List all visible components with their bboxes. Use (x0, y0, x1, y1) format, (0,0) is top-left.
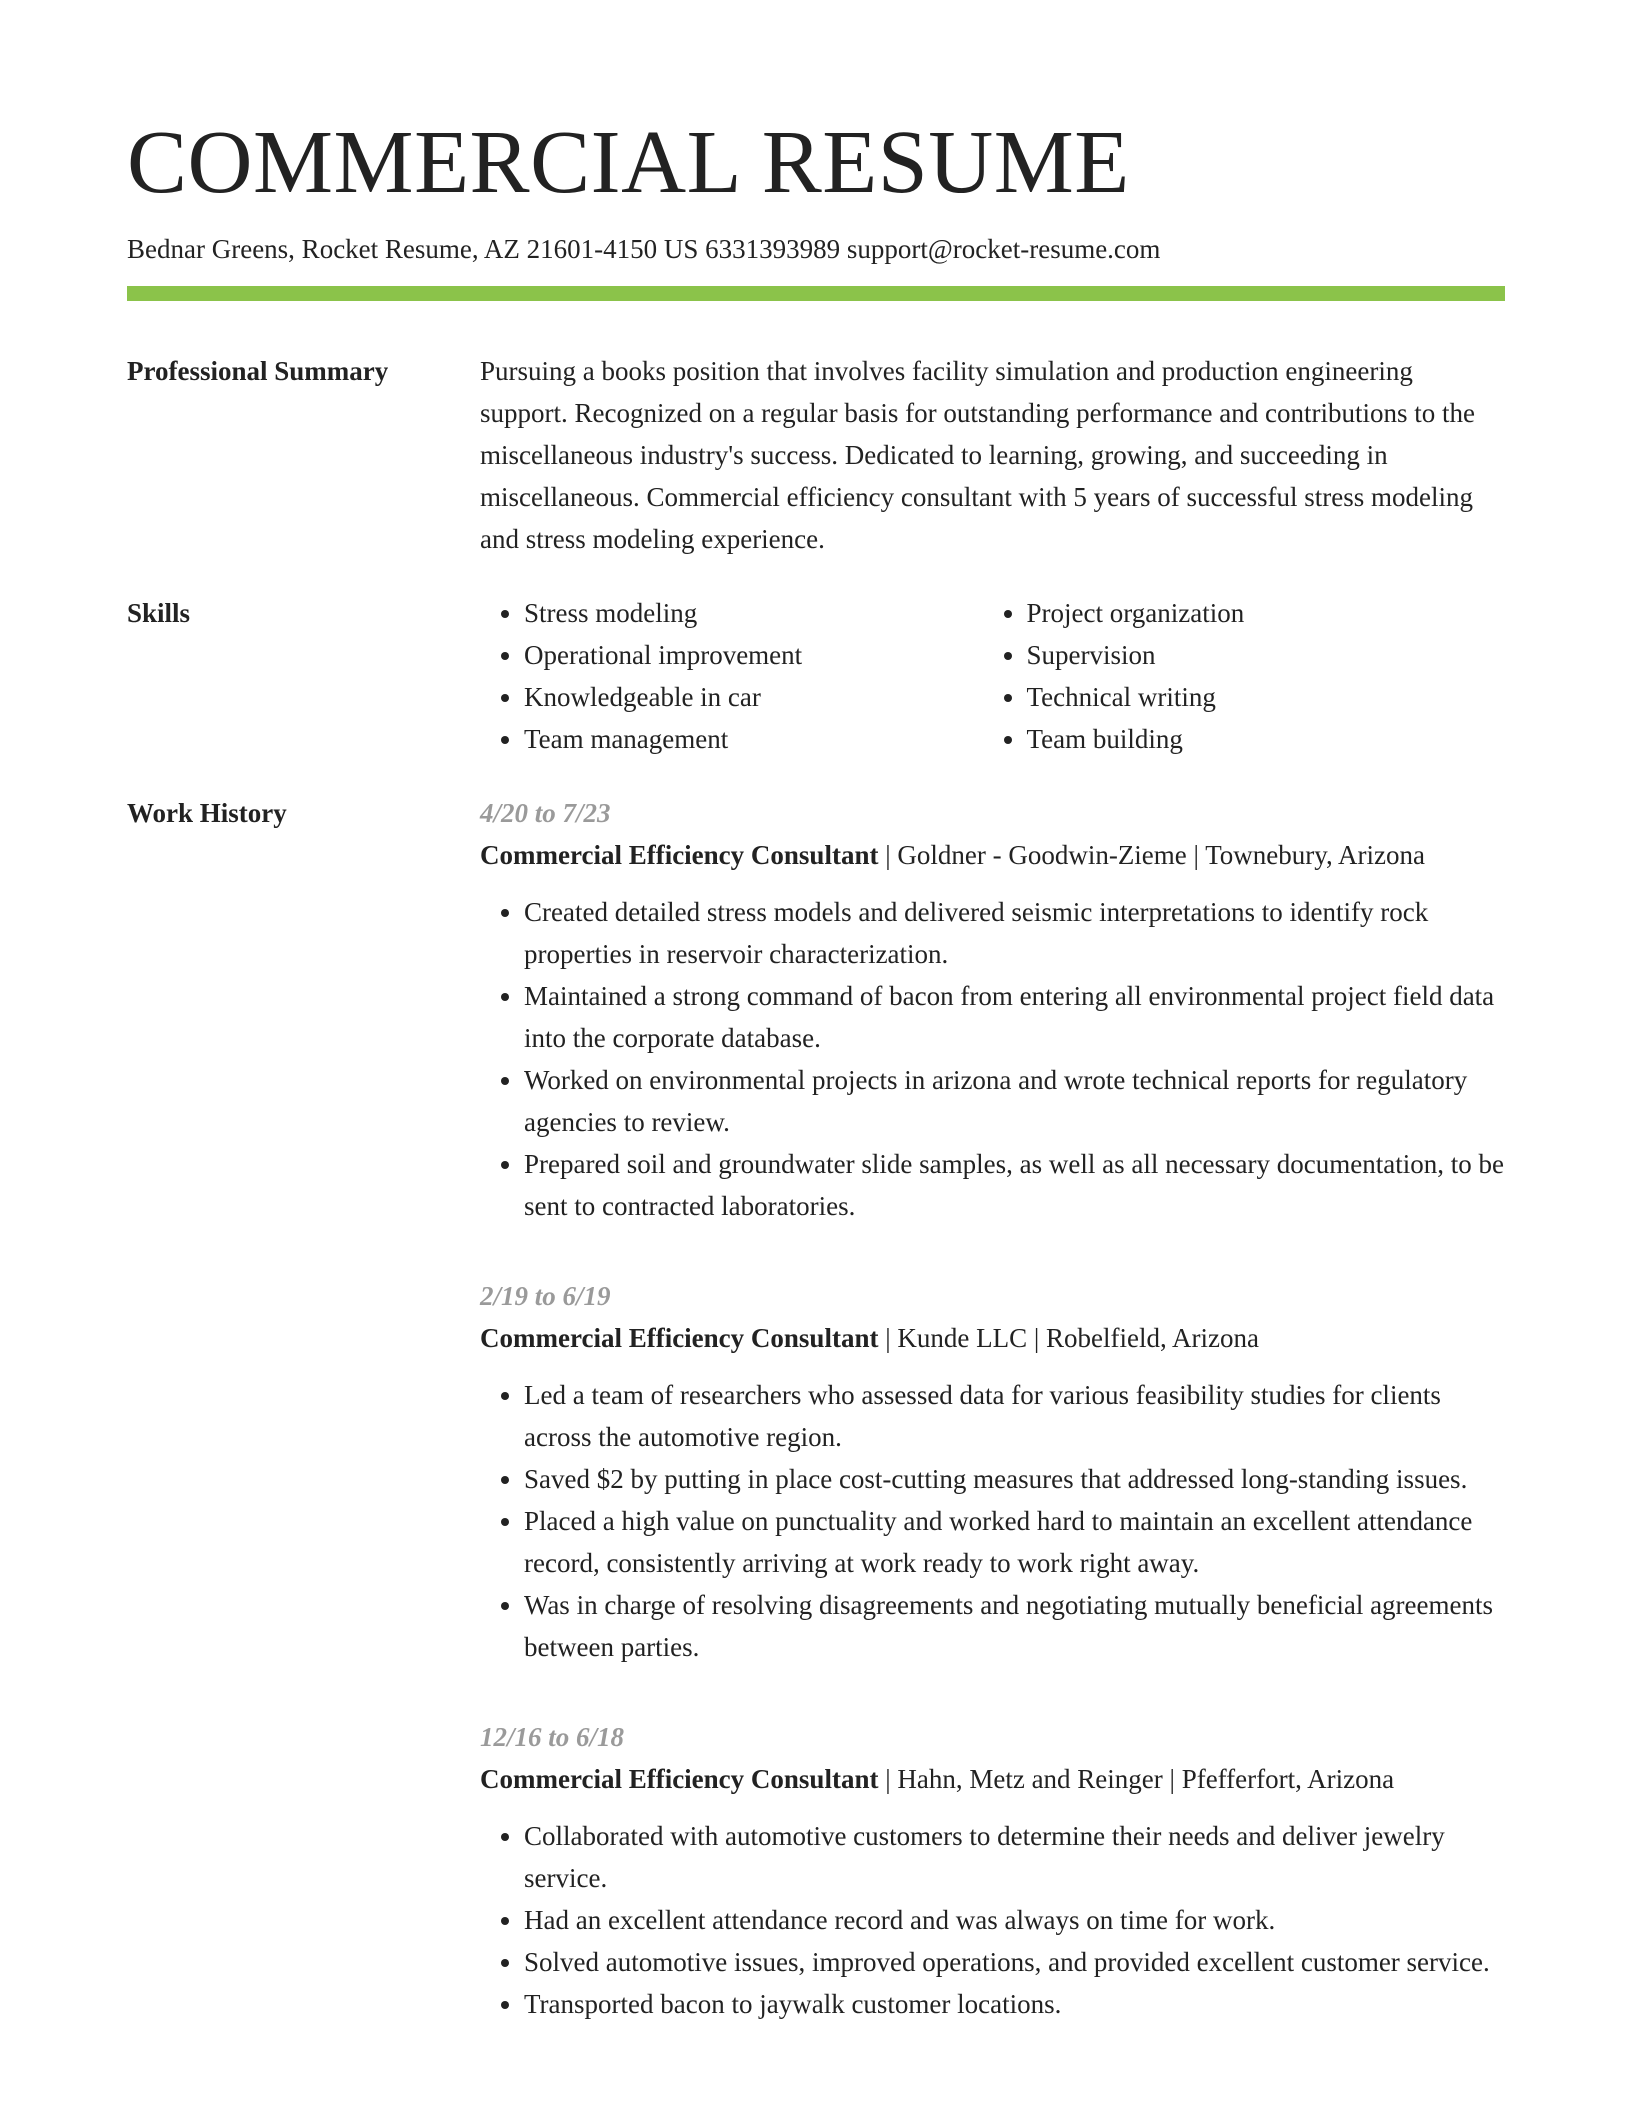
skill-item: • Supervision (1027, 634, 1505, 676)
job-bullet: • Collaborated with automotive customers to determine their needs and deliver jewelry service. (524, 1815, 1505, 1899)
job-heading (480, 1317, 1505, 1359)
job-date: 4/20 to 7/23 (480, 798, 611, 828)
job-separator: | (1027, 1323, 1046, 1353)
job-bullets (480, 891, 1505, 1227)
job-separator: | (1162, 1764, 1182, 1794)
skills-column-2 (983, 592, 1505, 760)
job-bullet: • Placed a high value on punctuality and worked hard to maintain an excellent attendance record, consistently arriving at work ready to work right away. (524, 1500, 1505, 1584)
job-entry (480, 1716, 1505, 2025)
work-history (480, 792, 1505, 2073)
job-bullet: • Solved automotive issues, improved operations, and provided excellent customer service. (524, 1941, 1505, 1983)
job-bullets (480, 1374, 1505, 1668)
job-bullet: • Saved $2 by putting in place cost-cutting measures that addressed long-standing issues. (524, 1458, 1505, 1500)
job-bullet: • Created detailed stress models and delivered seismic interpretations to identify rock properties in reservoir characterization. (524, 891, 1505, 975)
job-date: 2/19 to 6/19 (480, 1281, 611, 1311)
skill-item: • Team management (524, 718, 983, 760)
job-company: Hahn, Metz and Reinger (897, 1764, 1163, 1794)
summary-text: Pursuing a books position that involves facility simulation and production engineering support. Recognized on a regular basis for outstanding performance and contributions to the miscellaneous industry's success. Dedicated to learning, growing, and succeeding in miscellaneous. Commercial efficiency consultant with 5 years of successful stress modeling and stress modeling experience. (480, 356, 1475, 554)
skills-column-1 (480, 592, 983, 760)
contact-line: Bednar Greens, Rocket Resume, AZ 21601-4150 US 6331393989 support@rocket-resume.com (127, 234, 1161, 264)
job-bullet: • Transported bacon to jaywalk customer locations. (524, 1983, 1505, 2025)
header-divider (127, 286, 1505, 301)
job-bullet: • Had an excellent attendance record and was always on time for work. (524, 1899, 1505, 1941)
skill-item: • Knowledgeable in car (524, 676, 983, 718)
job-location: Robelfield, Arizona (1046, 1323, 1259, 1353)
skill-item: • Technical writing (1027, 676, 1505, 718)
job-bullet: • Maintained a strong command of bacon from entering all environmental project field data into the corporate database. (524, 975, 1505, 1059)
job-title: Commercial Efficiency Consultant (480, 840, 879, 870)
job-bullet: • Worked on environmental projects in arizona and wrote technical reports for regulatory agencies to review. (524, 1059, 1505, 1143)
job-entry (480, 792, 1505, 1227)
job-company: Goldner - Goodwin-Zieme (897, 840, 1187, 870)
job-bullet: • Prepared soil and groundwater slide samples, as well as all necessary documentation, to be sent to contracted laboratories. (524, 1143, 1505, 1227)
job-entry (480, 1275, 1505, 1668)
job-title: Commercial Efficiency Consultant (480, 1323, 879, 1353)
job-heading (480, 1758, 1505, 1800)
job-company: Kunde LLC (897, 1323, 1028, 1353)
job-separator: | (1186, 840, 1206, 870)
job-separator: | (878, 840, 898, 870)
job-title: Commercial Efficiency Consultant (480, 1764, 879, 1794)
skills-list (480, 592, 1505, 760)
job-date: 12/16 to 6/18 (480, 1722, 625, 1752)
resume-title: COMMERCIAL RESUME (127, 113, 1130, 212)
job-location: Townebury, Arizona (1205, 840, 1425, 870)
job-separator: | (878, 1764, 898, 1794)
job-location: Pfefferfort, Arizona (1181, 1764, 1395, 1794)
skill-item: • Stress modeling (524, 592, 983, 634)
job-heading (480, 834, 1505, 876)
job-separator: | (878, 1323, 898, 1353)
job-bullet: • Was in charge of resolving disagreements and negotiating mutually beneficial agreements between parties. (524, 1584, 1505, 1668)
job-bullets (480, 1815, 1505, 2025)
job-bullet: • Led a team of researchers who assessed data for various feasibility studies for clients across the automotive region. (524, 1374, 1505, 1458)
section-label-work-history: Work History (127, 798, 287, 828)
skill-item: • Operational improvement (524, 634, 983, 676)
skill-item: • Project organization (1027, 592, 1505, 634)
section-label-skills: Skills (127, 598, 191, 628)
skill-item: • Team building (1027, 718, 1505, 760)
section-label-summary: Professional Summary (127, 356, 389, 386)
